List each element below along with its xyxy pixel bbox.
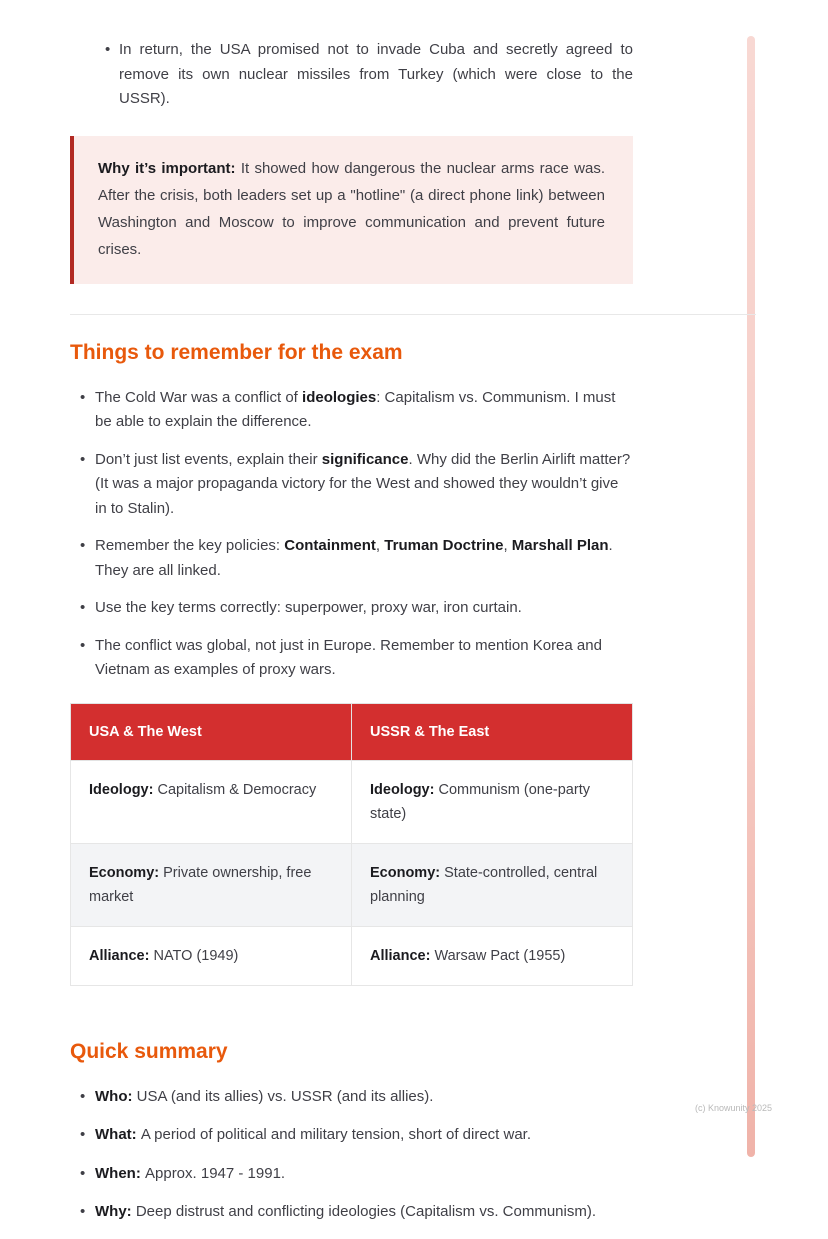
text: NATO (1949) <box>153 947 239 964</box>
watermark: (c) Knowunity 2025 <box>695 1103 773 1113</box>
text: Approx. 1947 - 1991. <box>145 1164 286 1182</box>
bold-text: Economy: <box>89 864 164 881</box>
text: USA (and its allies) vs. USSR (and its allies). <box>136 1087 434 1105</box>
list-item <box>70 1085 633 1110</box>
text: Warsaw Pact (1955) <box>434 947 566 964</box>
list-item <box>70 1200 633 1225</box>
table-cell <box>71 926 352 985</box>
table-cell <box>71 843 352 926</box>
bold-text: Truman Doctrine <box>384 537 504 554</box>
text: Remember the key policies: <box>95 537 285 554</box>
bold-text: Ideology: <box>89 781 158 798</box>
table-cell <box>352 760 633 843</box>
list-item <box>70 596 633 621</box>
intro-list <box>70 38 633 112</box>
text: In return, the USA promised not to invade Cuba and secretly agreed to remove its own nuclear missiles from Turkey (which were close to the USSR). <box>119 41 633 107</box>
bold-text: Containment <box>284 537 376 554</box>
bold-text: What: <box>95 1126 141 1143</box>
list-item <box>70 38 633 112</box>
list-item <box>70 386 633 435</box>
callout-label: Why it’s important: <box>98 159 236 177</box>
text: Use the key terms correctly: superpower, proxy war, iron curtain. <box>95 599 522 616</box>
text: Deep distrust and conflicting ideologies (Capitalism vs. Communism). <box>135 1203 597 1220</box>
comparison-table <box>70 703 633 986</box>
text: , <box>503 537 512 554</box>
list-item <box>70 1123 633 1148</box>
bold-text: Alliance: <box>370 947 435 964</box>
section-divider <box>70 314 756 315</box>
text: . They are all linked. <box>95 537 613 579</box>
table-cell <box>352 843 633 926</box>
text: A period of political and military tension, short of direct war. <box>140 1126 532 1143</box>
bold-text: Economy: <box>370 864 445 881</box>
text: The conflict was global, not just in Europe. Remember to mention Korea and Vietnam as examples of proxy wars. <box>95 636 602 678</box>
bold-text: significance <box>321 450 409 468</box>
table-cell <box>71 760 352 843</box>
table-row <box>71 926 633 985</box>
table-cell <box>352 926 633 985</box>
text: Capitalism & Democracy <box>157 781 317 798</box>
list-item <box>70 448 633 522</box>
bold-text: Why: <box>95 1203 136 1220</box>
list-item <box>70 634 633 683</box>
table-row <box>71 843 633 926</box>
exam-section-title: Things to remember for the exam <box>70 340 403 364</box>
exam-tips-list <box>70 386 633 683</box>
document-content <box>70 38 633 1239</box>
table-header-cell: USA & The West <box>71 703 352 760</box>
callout-text <box>98 155 605 263</box>
page-edge-stripe <box>747 36 755 1157</box>
text: Communism (one-party state) <box>370 781 590 822</box>
table-header-cell: USSR & The East <box>352 703 633 760</box>
bold-text: When: <box>95 1164 145 1182</box>
list-item <box>70 1162 633 1187</box>
text: , <box>375 537 385 554</box>
bold-text: Alliance: <box>89 947 154 964</box>
callout-body: It showed how dangerous the nuclear arms race was. After the crisis, both leaders set up a "hotline" (a direct phone link) between Washington and Moscow to improve communication and prevent future crises. <box>98 159 605 258</box>
table-row <box>71 760 633 843</box>
text: . Why did the Berlin Airlift matter? (It was a major propaganda victory for the West and showed they wouldn’t give in to Stalin). <box>95 450 631 517</box>
text: : Capitalism vs. Communism. I must be able to explain the difference. <box>95 388 616 430</box>
bold-text: Marshall Plan <box>511 537 609 554</box>
important-callout <box>70 136 633 284</box>
list-item <box>70 534 633 583</box>
text: The Cold War was a conflict of <box>95 388 303 406</box>
text: Private ownership, free market <box>89 864 312 905</box>
bold-text: Ideology: <box>370 781 439 798</box>
summary-list <box>70 1085 633 1225</box>
text: State-controlled, central planning <box>370 864 598 905</box>
table-header-row <box>71 703 633 760</box>
bold-text: ideologies <box>302 388 377 406</box>
summary-section-title: Quick summary <box>70 1039 228 1063</box>
bold-text: Who: <box>95 1087 137 1105</box>
text: Don’t just list events, explain their <box>95 450 322 468</box>
